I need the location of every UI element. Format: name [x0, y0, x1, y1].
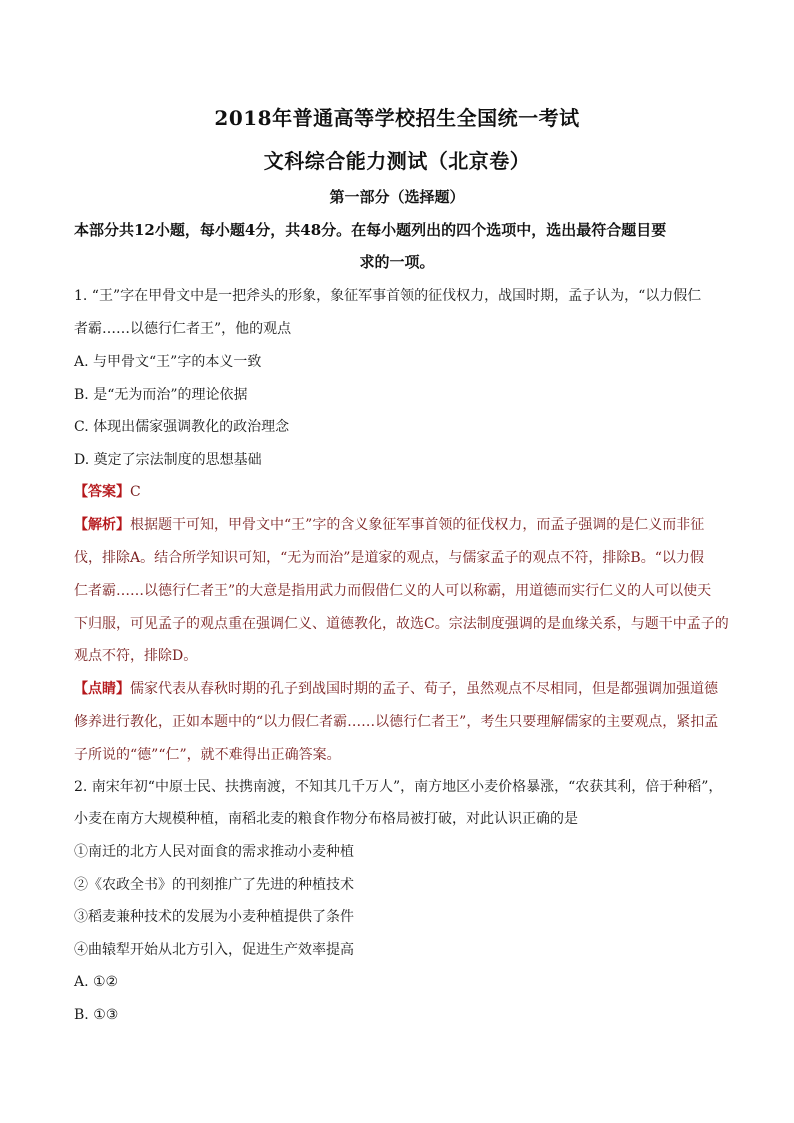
q1-analysis-line-5: 观点不符，排除D。 [74, 648, 198, 664]
exam-title: 2018年普通高等学校招生全国统一考试 [214, 106, 580, 130]
q2-item-2: ②《农政全书》的刊刻推广了先进的种植技术 [74, 877, 354, 893]
q1-tip-line-3: 子所说的“德”“仁”，就不难得出正确答案。 [74, 747, 341, 763]
q2-option-b: B. ①③ [74, 1007, 119, 1023]
section-title: 第一部分（选择题） [329, 188, 465, 206]
q1-tip-line-1 [74, 679, 718, 699]
section-intro-line-1: 本部分共12小题，每小题4分，共48分。在每小题列出的四个选项中，选出最符合题目要 [74, 221, 667, 239]
tip-text-1: 儒家代表从春秋时期的孔子到战国时期的孟子、荀子，虽然观点不尽相同，但是都强调加强道德 [130, 681, 718, 697]
q1-tip-line-2: 修养进行教化，正如本题中的“以力假仁者霸……以德行仁者王”，考生只要理解儒家的主要观点，紧扣孟 [74, 714, 719, 730]
answer-value: C [130, 484, 141, 500]
q1-answer [74, 482, 141, 502]
q2-item-4: ④曲辕犁开始从北方引入，促进生产效率提高 [74, 942, 354, 958]
q1-analysis-line-3: 仁者霸……以德行仁者王”的大意是指用武力而假借仁义的人可以称霸，用道德而实行仁义的人可以使天 [74, 583, 712, 599]
q2-stem-line-2: 小麦在南方大规模种植，南稻北麦的粮食作物分布格局被打破，对此认识正确的是 [74, 811, 578, 827]
tip-tag: 【点睛】 [74, 681, 130, 697]
analysis-text-1: 根据题干可知，甲骨文中“王”字的含义象征军事首领的征伐权力，而孟子强调的是仁义而非征 [130, 517, 705, 533]
answer-tag: 【答案】 [74, 484, 130, 500]
q1-stem-line-1: 1. “王”字在甲骨文中是一把斧头的形象，象征军事首领的征伐权力，战国时期，孟子认为，“以力假仁 [74, 288, 702, 304]
q1-option-d: D. 奠定了宗法制度的思想基础 [74, 452, 262, 468]
q1-analysis-line-1 [74, 515, 704, 535]
section-intro-line-2: 求的一项。 [359, 253, 435, 271]
exam-subtitle: 文科综合能力测试（北京卷） [263, 149, 531, 173]
analysis-tag: 【解析】 [74, 517, 130, 533]
q1-analysis-line-4: 下归服，可见孟子的观点重在强调仁义、道德教化，故选C。宗法制度强调的是血缘关系，与题干中孟子的 [74, 616, 729, 632]
q2-item-1: ①南迁的北方人民对面食的需求推动小麦种植 [74, 844, 354, 860]
q1-stem-line-2: 者霸……以德行仁者王”，他的观点 [74, 321, 292, 337]
q1-analysis-line-2: 伐，排除A。结合所学知识可知，“无为而治”是道家的观点，与儒家孟子的观点不符，排除B。“以力假 [74, 550, 704, 566]
q2-option-a: A. ①② [74, 974, 119, 990]
q1-option-b: B. 是“无为而治”的理论依据 [74, 387, 248, 403]
q1-option-c: C. 体现出儒家强调教化的政治理念 [74, 419, 290, 435]
q2-stem-line-1: 2. 南宋年初“中原士民、扶携南渡，不知其几千万人”，南方地区小麦价格暴涨，“农获其利，倍于种稻”， [74, 779, 723, 795]
q1-option-a: A. 与甲骨文“王”字的本义一致 [74, 354, 262, 370]
q2-item-3: ③稻麦兼种技术的发展为小麦种植提供了条件 [74, 909, 354, 925]
